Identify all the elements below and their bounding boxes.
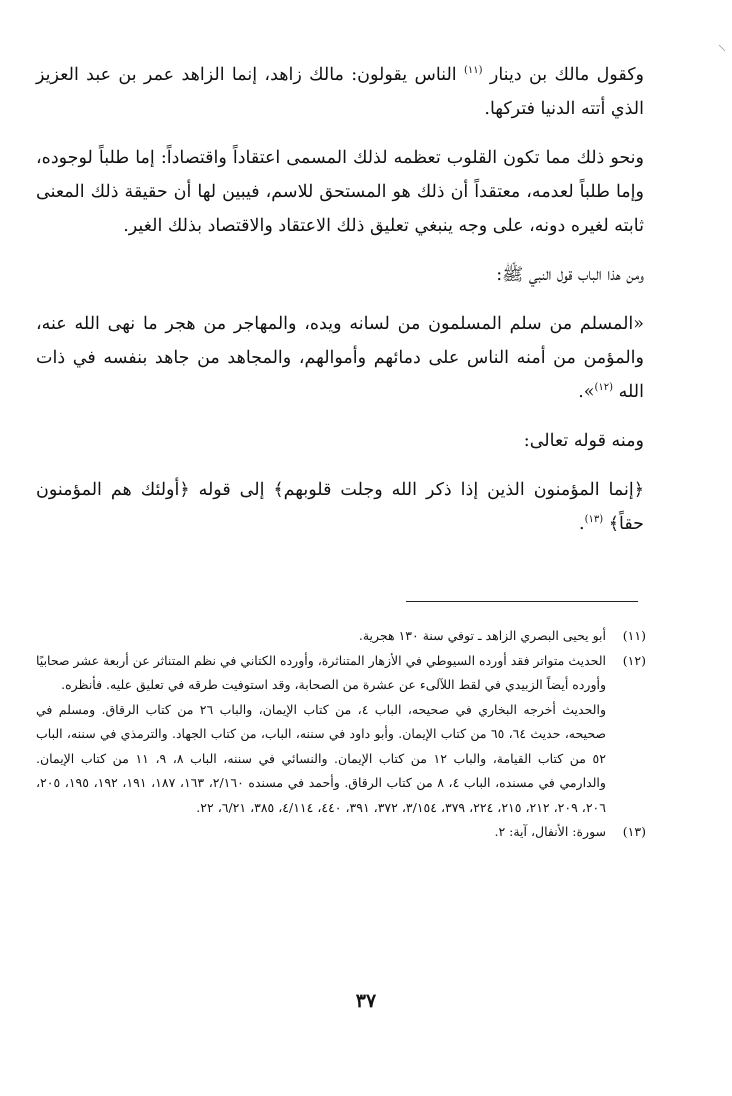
paragraph-text: ﴿إنما المؤمنون الذين إذا ذكر الله وجلت قلوبهم﴾ إلى قوله ﴿أولئك هم المؤمنون حقاً﴾ xyxy=(36,480,644,534)
page-number: ٣٧ xyxy=(355,990,377,1012)
paragraph-text: ومنه قوله تعالى: xyxy=(523,431,644,451)
footnote-number: (١٣) xyxy=(622,824,646,839)
footnotes xyxy=(36,624,646,845)
footnote-reference: (١٢) xyxy=(594,382,614,394)
hadith-quote xyxy=(36,307,644,409)
paragraph-text: ونحو ذلك مما تكون القلوب تعظمه لذلك المسمى اعتقاداً واقتصاداً: إما طلباً لوجوده، وإما طلباً لعدمه، معتقداً أن ذلك هو المستحق للاسم، فيبين لها أن حقيقة ذلك المعنى ثابته لغيره دونه، على وجه ينبغي تعليق ذلك الاعتقاد والاقتصاد بذلك الغير. xyxy=(36,148,644,236)
paragraph-text: «المسلم من سلم المسلمون من لسانه ويده، والمهاجر من هجر ما نهى الله عنه، والمؤمن من أمنه الناس على دمائهم وأموالهم، والمجاهد من جاهد بنفسه في ذات الله xyxy=(36,314,644,402)
footnote-text: والحديث أخرجه البخاري في صحيحه، الباب ٤، من كتاب الإيمان، والباب ٢٦ من كتاب الرقاق. ومسلم في صحيحه، حديث ٦٤، ٦٥ من كتاب الإيمان. وأبو داود في سننه، الباب، من كتاب الجهاد. والترمذي في سننه، الباب ٥٢ من كتاب القيامة، والباب ١٢ من كتاب الإيمان. والنسائي في سننه، الباب ٨، ٩، ١١ من كتاب الإيمان. والدارمي في مسنده، الباب ٤، ٨ من كتاب الرقاق. وأحمد في مسنده ٢/١٦٠، ١٦٣، ١٨٧، ١٩١، ١٩٢، ١٩٥، ٢٠٥، ٢٠٦، ٢٠٩، ٢١٢، ٢١٥، ٢٢٤، ٣٧٩، ٣/١٥٤، ٣٧٢، ٣٩١، ٤٤٠، ٤/١١٤، ٣٨٥، ٦/٢١، ٢٢. xyxy=(36,701,607,815)
paragraph xyxy=(36,141,644,243)
footnote-body xyxy=(36,649,606,821)
paragraph-text: ». xyxy=(578,382,595,402)
corner-speck xyxy=(718,44,726,52)
footnote xyxy=(36,624,646,649)
footnote-body xyxy=(36,820,606,845)
footnote xyxy=(36,649,646,821)
footnote-reference: (١١) xyxy=(463,65,483,77)
footnote-number: (١٢) xyxy=(622,652,646,668)
paragraph-text: وكقول مالك بن دينار xyxy=(489,65,644,85)
footnote-body xyxy=(36,624,606,649)
footnote-text: الحديث متواتر فقد أورده السيوطي في الأزهار المتناثرة، وأورده الكتاني في نظم المتناثر عن أربعة عشر صحابيًا وأورده أيضاً الزبيدي في لقط اللآلىء عن عشرة من الصحابة، وقد استوفيت طرقه في تعليق عليه. فأنظره. xyxy=(36,652,606,692)
paragraph-text: الناس يقولون: مالك زاهد، إنما الزاهد عمر بن عبد العزيز الذي أتته الدنيا فتركها. xyxy=(36,65,644,119)
footnote-reference: (١٣) xyxy=(584,514,604,526)
paragraph-text: . xyxy=(579,514,585,534)
footnote xyxy=(36,820,646,845)
paragraph xyxy=(36,258,644,292)
quran-quote xyxy=(36,473,644,541)
footnote-divider xyxy=(406,601,638,602)
footnote-number: (١١) xyxy=(622,628,646,643)
paragraph-text: ومن هذا الباب قول النبي ﷺ: xyxy=(496,265,644,285)
main-text xyxy=(36,58,644,541)
paragraph xyxy=(36,424,644,458)
paragraph xyxy=(36,58,644,126)
footnote-text: أبو يحيى البصري الزاهد ـ توفي سنة ١٣٠ هجرية. xyxy=(358,628,606,643)
footnote-text: سورة: الأنفال، آية: ٢. xyxy=(494,824,606,839)
